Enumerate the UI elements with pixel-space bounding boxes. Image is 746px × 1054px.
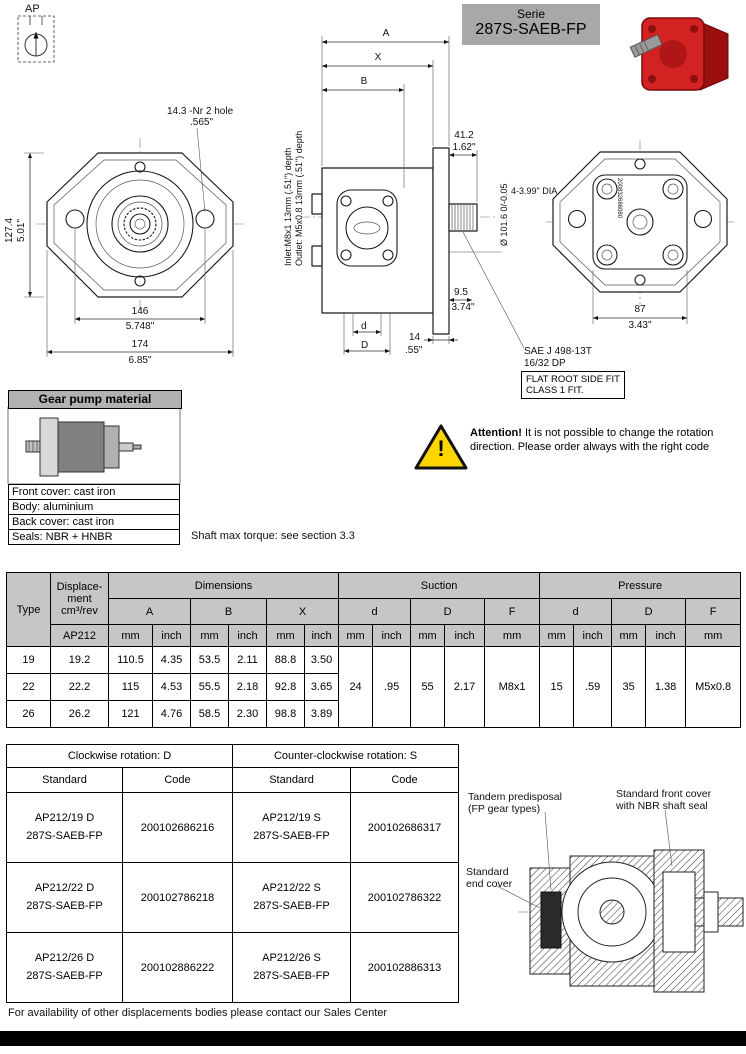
table-header-row (7, 745, 459, 768)
dim-step-mm: 9.5 (454, 287, 468, 298)
material-pump-drawing (8, 407, 180, 484)
header-cell-clockwise: Clockwise rotation: D (7, 745, 233, 768)
material-row-seals: Seals: NBR + HNBR (8, 529, 180, 545)
cell: 24 (339, 647, 373, 728)
cell: 88.8 (267, 647, 305, 674)
cell (233, 863, 351, 933)
dim-plate-mm: 14 (409, 332, 421, 343)
port-d-label: d (361, 321, 367, 332)
tandem-label-line1: Tandem predisposal (468, 791, 562, 803)
dim-back-in: 3.43" (628, 320, 652, 331)
table-header-row (7, 625, 741, 647)
dim-b-label: B (360, 76, 368, 87)
cell: 4.76 (153, 701, 191, 728)
end-cover-label-line1: Standard (466, 866, 509, 878)
cell: 200102686317 (351, 793, 459, 863)
cell (7, 933, 123, 1003)
hole-callout-line2: .565" (190, 117, 214, 128)
dim-x-label: X (374, 52, 382, 63)
table-row (7, 793, 459, 863)
cell: 19 (7, 647, 51, 674)
attention-text: It is not possible to change the rotation direction. Please order always with the right code (470, 427, 714, 454)
table-header-row (7, 599, 741, 625)
port-D-label: D (361, 340, 369, 351)
table-row (7, 933, 459, 1003)
dim-height-in: 5.01" (15, 218, 27, 242)
dim-shaft-in: 1.62" (452, 142, 476, 153)
warning-exclamation: ! (437, 436, 445, 461)
cell: 3.50 (305, 647, 339, 674)
dim-height-mm: 127.4 (4, 217, 15, 243)
dim-shaft-mm: 41.2 (454, 130, 474, 141)
material-row-front-cover: Front cover: cast iron (8, 484, 180, 500)
cell: 22.2 (51, 674, 109, 701)
cast-code-label: 200832686080 (616, 178, 622, 219)
cell: 15 (540, 647, 574, 728)
cell: 2.18 (229, 674, 267, 701)
dim-back-mm: 87 (634, 304, 646, 315)
cell: 98.8 (267, 701, 305, 728)
header-cell: D (411, 599, 485, 625)
ap-symbol (18, 16, 54, 62)
cell: 121 (109, 701, 153, 728)
displacement-line1: Displace- (56, 580, 103, 593)
spline-note-2: 16/32 DP (524, 358, 566, 369)
header-cell: inch (305, 625, 339, 647)
cell: 55 (411, 647, 445, 728)
header-cell: mm (411, 625, 445, 647)
header-cell: mm (686, 625, 741, 647)
cell: M8x1 (485, 647, 540, 728)
header-cell: mm (485, 625, 540, 647)
cell (7, 863, 123, 933)
displacement-line2: ment (67, 592, 92, 605)
cell: 4.53 (153, 674, 191, 701)
header-cell: inch (646, 625, 686, 647)
spline-fit-box (521, 371, 625, 399)
header-cell: mm (339, 625, 373, 647)
model-name: AP212/19 D (34, 811, 95, 824)
header-cell-code: Code (351, 768, 459, 793)
dim-bolt-spacing-mm: 146 (131, 306, 149, 317)
series-name: 287S-SAEB-FP (253, 829, 330, 842)
dim-width-in: 6.85" (128, 355, 152, 366)
cell: 110.5 (109, 647, 153, 674)
model-name: AP212/19 S (262, 811, 321, 824)
outlet-note: Outlet: M5x0.8 13mm (.51") depth (293, 130, 304, 266)
displacement-line3: cm³/rev (61, 604, 98, 617)
pilot-dia-label: Ø 101.6 0/-0.05 (499, 183, 509, 246)
attention-title: Attention! (470, 427, 522, 439)
dim-width-mm: 174 (131, 339, 149, 350)
cell (233, 793, 351, 863)
header-cell-displacement (51, 573, 109, 625)
cell: 200102886313 (351, 933, 459, 1003)
header-cell-dimensions: Dimensions (109, 573, 339, 599)
header-cell-pressure: Pressure (540, 573, 741, 599)
serie-box (462, 4, 600, 45)
header-cell: mm (109, 625, 153, 647)
cell: 115 (109, 674, 153, 701)
header-cell: inch (229, 625, 267, 647)
header-cell: AP212 (51, 625, 109, 647)
cell: 53.5 (191, 647, 229, 674)
cell: 4.35 (153, 647, 191, 674)
table-row (7, 863, 459, 933)
serie-label: Serie (516, 7, 545, 21)
cell: 35 (612, 647, 646, 728)
dim-plate-in: .55" (405, 345, 423, 356)
header-cell-code: Code (123, 768, 233, 793)
tandem-label-line2: (FP gear types) (468, 803, 541, 815)
cell: 2.11 (229, 647, 267, 674)
series-name: 287S-SAEB-FP (26, 899, 103, 912)
cell: 200102786218 (123, 863, 233, 933)
port-notes (283, 131, 305, 266)
cell: 92.8 (267, 674, 305, 701)
header-cell-counterclockwise: Counter-clockwise rotation: S (233, 745, 459, 768)
front-cover-label-line2: with NBR shaft seal (616, 800, 708, 812)
ordering-code-table (6, 744, 459, 1003)
header-cell: inch (153, 625, 191, 647)
material-row-back-cover: Back cover: cast iron (8, 514, 180, 530)
material-row-body: Body: aluminium (8, 499, 180, 515)
spline-note-4: CLASS 1 FIT. (526, 385, 584, 396)
header-cell: d (540, 599, 612, 625)
cell: 200102786322 (351, 863, 459, 933)
header-cell: mm (267, 625, 305, 647)
footer-bar (0, 1031, 746, 1046)
header-cell: D (612, 599, 686, 625)
side-view-drawing (300, 36, 524, 355)
header-cell-standard: Standard (7, 768, 123, 793)
cell: M5x0.8 (686, 647, 741, 728)
hole-callout-line1: 14.3 -Nr 2 hole (167, 106, 234, 117)
material-section-title: Gear pump material (8, 390, 182, 409)
cell: 200102686216 (123, 793, 233, 863)
cell (233, 933, 351, 1003)
model-name: AP212/26 S (262, 951, 321, 964)
cell: .95 (373, 647, 411, 728)
cell: 26 (7, 701, 51, 728)
header-cell: mm (540, 625, 574, 647)
cell: 26.2 (51, 701, 109, 728)
cell: 200102886222 (123, 933, 233, 1003)
torque-note: Shaft max torque: see section 3.3 (191, 530, 355, 542)
model-name: AP212/26 D (34, 951, 95, 964)
header-cell: inch (373, 625, 411, 647)
header-cell: mm (612, 625, 646, 647)
cell: 2.30 (229, 701, 267, 728)
spline-note-3: FLAT ROOT SIDE FIT (526, 374, 620, 385)
spline-note-1: SAE J 498-13T (524, 346, 592, 357)
table-header-row (7, 768, 459, 793)
series-name: 287S-SAEB-FP (253, 969, 330, 982)
header-cell: X (267, 599, 339, 625)
pilot-dia-inch-label: 4-3.99" DIA (511, 186, 558, 196)
dim-height (4, 218, 27, 243)
header-cell: B (191, 599, 267, 625)
series-name: 287S-SAEB-FP (253, 899, 330, 912)
end-cover-label-line2: end cover (466, 878, 513, 890)
cell: .59 (574, 647, 612, 728)
series-name: 287S-SAEB-FP (26, 969, 103, 982)
front-cover-label-line1: Standard front cover (616, 788, 712, 800)
cell (7, 793, 123, 863)
cell: 58.5 (191, 701, 229, 728)
header-cell: F (485, 599, 540, 625)
header-cell-type: Type (7, 573, 51, 647)
header-cell: inch (574, 625, 612, 647)
header-cell: A (109, 599, 191, 625)
cell: 3.65 (305, 674, 339, 701)
back-view-drawing (546, 140, 734, 324)
serie-code: 287S-SAEB-FP (475, 21, 587, 38)
header-cell: inch (445, 625, 485, 647)
dim-bolt-spacing-in: 5.748" (125, 321, 155, 332)
cell: 2.17 (445, 647, 485, 728)
model-name: AP212/22 D (34, 881, 95, 894)
cell: 19.2 (51, 647, 109, 674)
pump-photo (630, 18, 728, 90)
model-name: AP212/22 S (262, 881, 321, 894)
cell: 3.89 (305, 701, 339, 728)
header-cell: d (339, 599, 411, 625)
dim-step-in: 3.74" (451, 302, 475, 313)
header-cell: F (686, 599, 741, 625)
cell: 1.38 (646, 647, 686, 728)
header-cell-standard: Standard (233, 768, 351, 793)
cell: 22 (7, 674, 51, 701)
series-name: 287S-SAEB-FP (26, 829, 103, 842)
header-cell-suction: Suction (339, 573, 540, 599)
footer-note: For availability of other displacements bodies please contact our Sales Center (8, 1007, 388, 1019)
cell: 55.5 (191, 674, 229, 701)
ap-label: AP (25, 3, 40, 15)
dimension-table (6, 572, 741, 728)
table-row (7, 647, 741, 674)
section-cutaway-drawing (497, 810, 745, 992)
header-cell: mm (191, 625, 229, 647)
table-header-row (7, 573, 741, 599)
attention-note (470, 426, 746, 455)
dim-a-label: A (382, 28, 390, 39)
inlet-note: Inlet:M8x1 13mm (.51") depth (283, 147, 293, 266)
